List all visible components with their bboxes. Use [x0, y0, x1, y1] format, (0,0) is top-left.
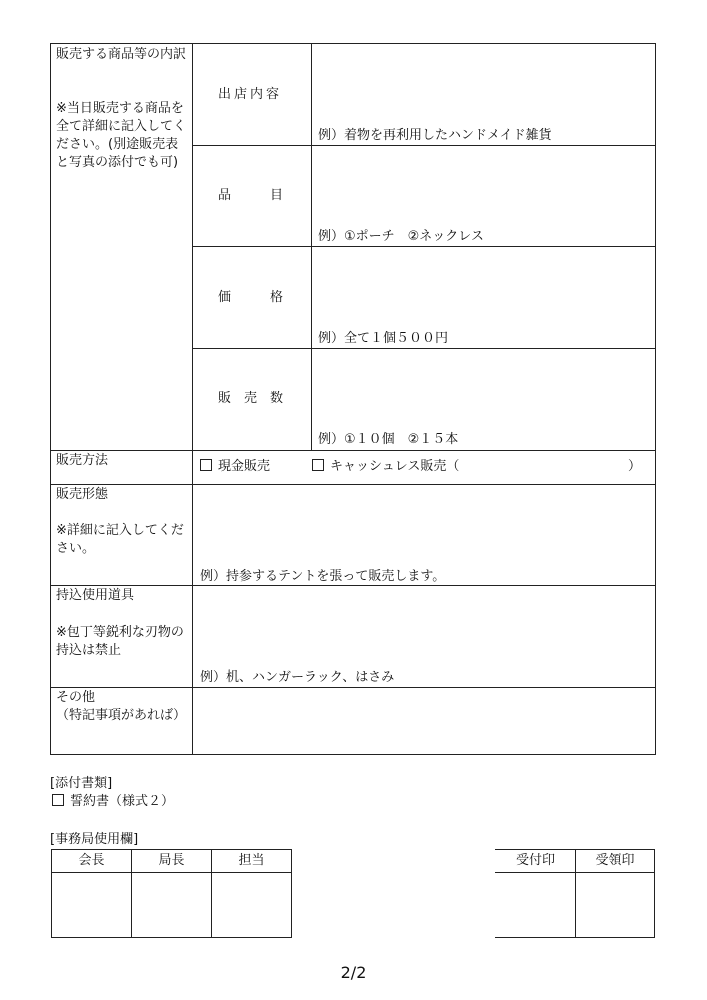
row-divider-2: [192, 246, 656, 247]
method-cash-option[interactable]: [200, 458, 270, 476]
column-divider-1: [192, 43, 193, 755]
table-border-right: [655, 43, 656, 755]
row-label-items: 品 目: [218, 188, 284, 203]
row-divider-3: [192, 348, 656, 349]
section-divider-method: [50, 450, 656, 451]
attachments-header: [添付書類]: [50, 776, 113, 791]
section-divider-style: [50, 484, 656, 485]
office-col-director: 局長: [158, 853, 185, 868]
method-cashless-option[interactable]: [312, 458, 459, 476]
office-left-header-line: [51, 872, 292, 873]
row-label-price: 価 格: [218, 290, 284, 305]
goods-note: ※当日販売する商品を全て詳細に記入してください。(別途販売表と写真の添付でも可): [56, 101, 187, 170]
row-label-quantity: 販 売 数: [218, 391, 284, 406]
pledge-checkbox[interactable]: [52, 794, 64, 806]
method-label: 販売方法: [56, 453, 109, 468]
goods-header-text: 販売する商品等の内訳: [56, 47, 187, 62]
row-label-content: 出店内容: [218, 87, 283, 102]
style-note: ※詳細に記入してください。: [56, 523, 184, 556]
tools-example: 例）机、ハンガーラック、はさみ: [200, 670, 395, 685]
page-number: 2/2: [340, 963, 367, 982]
table-border-bottom: [50, 754, 656, 755]
office-right-v2: [654, 849, 655, 938]
office-col-receipt-stamp: 受領印: [595, 853, 635, 868]
office-col-staff: 担当: [238, 853, 265, 868]
cashless-close-paren: ）: [628, 459, 642, 474]
row-example-content: 例）着物を再利用したハンドメイド雑貨: [318, 128, 552, 143]
tools-note: ※包丁等鋭利な刃物の持込は禁止: [56, 625, 184, 658]
style-example: 例）持参するテントを張って販売します。: [200, 569, 446, 584]
cashless-label: キャッシュレス販売（: [330, 459, 460, 474]
cashless-checkbox[interactable]: [312, 459, 324, 471]
pledge-label: 誓約書（様式２）: [70, 794, 175, 809]
column-divider-2: [311, 43, 312, 451]
office-header: [事務局使用欄]: [50, 832, 139, 847]
cash-checkbox[interactable]: [200, 459, 212, 471]
office-col-reception-stamp: 受付印: [515, 853, 555, 868]
row-example-items: 例）①ポーチ ②ネックレス: [318, 229, 484, 244]
table-border-left: [50, 43, 51, 755]
cash-label: 現金販売: [218, 459, 271, 474]
office-col-chairman: 会長: [78, 853, 105, 868]
table-border-top: [50, 43, 656, 44]
row-example-price: 例）全て１個５００円: [318, 331, 449, 346]
row-example-quantity: 例）①１０個 ②１５本: [318, 432, 459, 447]
other-label: その他: [56, 690, 96, 705]
other-note: （特記事項があれば）: [56, 708, 187, 723]
goods-header: [56, 46, 190, 64]
tools-label: 持込使用道具: [56, 588, 135, 603]
attachments-item[interactable]: [52, 793, 174, 811]
office-left-v3: [291, 849, 292, 938]
style-label: 販売形態: [56, 487, 109, 502]
office-left-bottom: [51, 937, 292, 938]
row-divider-1: [192, 145, 656, 146]
section-divider-other: [50, 687, 656, 688]
